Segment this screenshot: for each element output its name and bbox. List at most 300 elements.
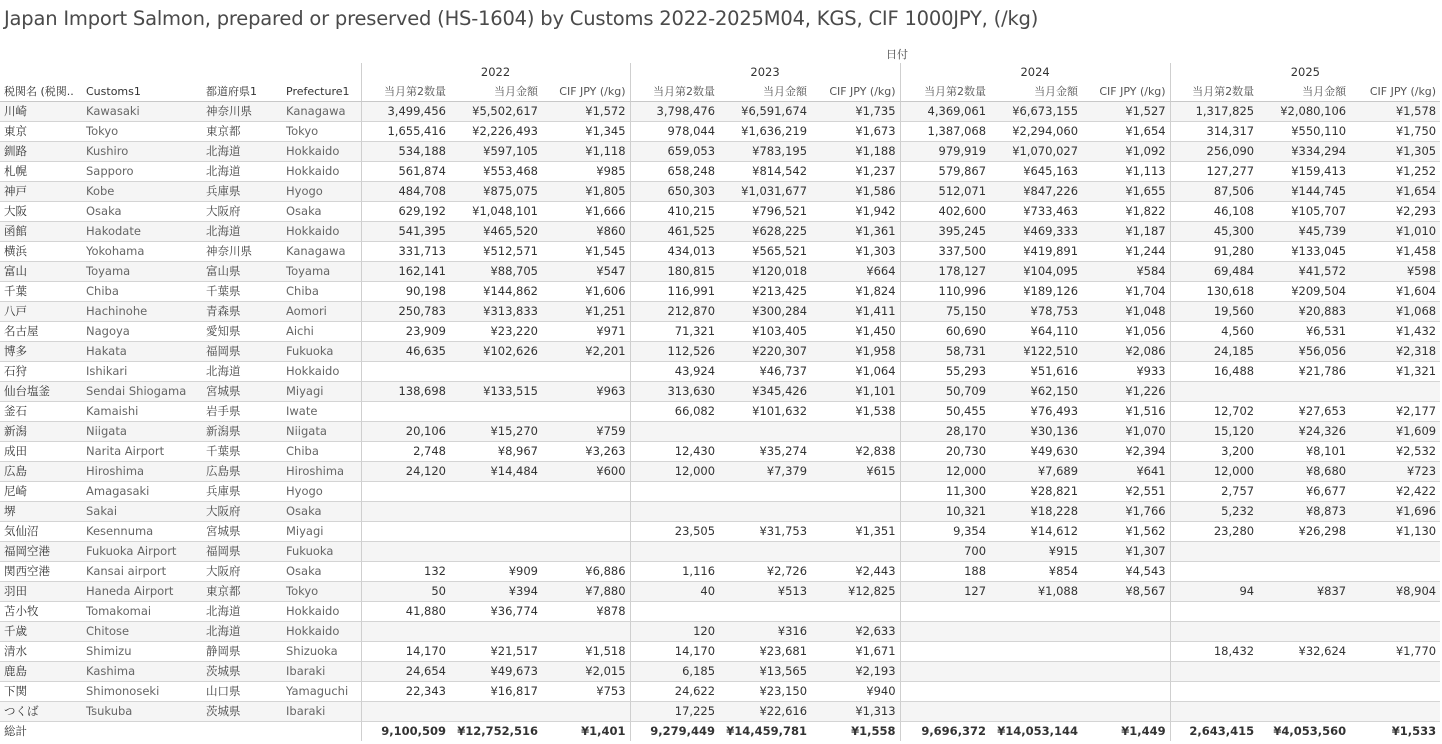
value-cell: 75,150 [900, 302, 990, 322]
customs-jp-cell: 仙台塩釜 [0, 382, 82, 402]
prefecture-jp-cell: 青森県 [202, 302, 282, 322]
customs-en-cell: Kushiro [82, 142, 202, 162]
value-cell: 90,198 [361, 282, 450, 302]
table-row[interactable] [0, 242, 1440, 262]
value-cell: ¥615 [811, 462, 900, 482]
value-cell [1258, 622, 1350, 642]
grand-total-label: 総計 [0, 722, 82, 742]
value-cell: 11,300 [900, 482, 990, 502]
value-cell: ¥847,226 [990, 182, 1082, 202]
value-cell: 116,991 [630, 282, 719, 302]
value-cell: 1,116 [630, 562, 719, 582]
value-cell: 395,245 [900, 222, 990, 242]
prefecture-jp-cell: 北海道 [206, 164, 241, 178]
value-cell: ¥13,565 [719, 662, 811, 682]
table-row[interactable] [0, 422, 1440, 442]
value-cell [900, 602, 990, 622]
prefecture-en-cell: Hokkaido [286, 604, 340, 618]
column-header-row [0, 82, 1440, 102]
value-cell: ¥209,504 [1291, 284, 1347, 298]
value-cell: 23,280 [1170, 522, 1258, 542]
value-cell: 9,354 [900, 522, 990, 542]
value-cell: ¥8,904 [1350, 582, 1440, 602]
value-cell: 50,455 [900, 402, 990, 422]
value-cell: 46,635 [361, 342, 450, 362]
value-cell [1350, 542, 1440, 562]
value-cell: ¥1,654 [1125, 124, 1166, 138]
table-row[interactable] [0, 302, 1440, 322]
value-cell: ¥2,532 [1395, 444, 1437, 458]
value-cell: 5,232 [1170, 502, 1258, 522]
prefecture-jp-cell: 北海道 [202, 142, 282, 162]
measure-header[interactable]: 当月第2数量 [1170, 82, 1258, 102]
value-cell: ¥1,321 [1395, 364, 1437, 378]
customs-en-cell: Kamaishi [86, 404, 139, 418]
prefecture-en-cell: Kanagawa [282, 102, 361, 122]
value-cell [811, 542, 900, 562]
value-cell [361, 622, 450, 642]
value-cell: ¥8,967 [497, 444, 538, 458]
value-cell: ¥759 [542, 422, 630, 442]
customs-en-cell: Nagoya [86, 324, 130, 338]
customs-en-cell: Toyama [82, 262, 202, 282]
value-cell: 20,730 [900, 442, 990, 462]
table-row[interactable] [0, 602, 1440, 622]
value-cell: 94 [1170, 582, 1258, 602]
prefecture-en-cell: Chiba [286, 284, 319, 298]
prefecture-en-cell: Chiba [286, 444, 319, 458]
measure-header[interactable]: 当月第2数量 [630, 82, 719, 102]
value-cell: 28,170 [900, 422, 990, 442]
prefecture-jp-cell: 福岡県 [202, 542, 282, 562]
prefecture-en-cell: Fukuoka [282, 542, 361, 562]
value-cell: ¥2,394 [1125, 444, 1166, 458]
prefecture-jp-cell: 新潟県 [202, 422, 282, 442]
value-cell [811, 502, 900, 522]
value-cell: 314,317 [1170, 122, 1258, 142]
value-cell: ¥35,274 [759, 444, 808, 458]
table-row[interactable] [0, 162, 1440, 182]
empty-cell [282, 722, 361, 742]
value-cell: ¥2,177 [1395, 404, 1437, 418]
prefecture-jp-header[interactable]: 都道府県1 [202, 82, 282, 102]
measure-header[interactable]: 当月第2数量 [900, 82, 990, 102]
value-cell: ¥1,307 [1082, 542, 1170, 562]
value-cell: 313,630 [630, 382, 719, 402]
prefecture-jp-cell: 静岡県 [206, 644, 241, 658]
value-cell [1082, 642, 1170, 662]
value-cell: ¥1,070 [1082, 422, 1170, 442]
prefecture-en-header[interactable]: Prefecture1 [282, 82, 361, 102]
value-cell: ¥1,244 [1125, 244, 1166, 258]
value-cell: ¥1,562 [1125, 524, 1166, 538]
total-value-cell: ¥12,752,516 [450, 722, 542, 742]
customs-en-cell: Kashima [82, 662, 202, 682]
value-cell: 534,188 [361, 142, 450, 162]
table-row[interactable] [0, 322, 1440, 342]
value-cell [811, 422, 900, 442]
value-cell: ¥584 [1082, 262, 1170, 282]
value-cell [450, 702, 542, 722]
value-cell: ¥1,048,101 [472, 204, 538, 218]
value-cell: ¥419,891 [1023, 244, 1079, 258]
measure-header[interactable]: CIF JPY (/kg) [811, 82, 900, 102]
value-cell [719, 602, 811, 622]
value-cell [1258, 382, 1350, 402]
table-row[interactable] [0, 682, 1440, 702]
customs-jp-cell: 苫小牧 [4, 604, 39, 618]
prefecture-en-cell: Iwate [286, 404, 318, 418]
value-cell: ¥783,195 [719, 142, 811, 162]
value-cell: 20,106 [361, 422, 450, 442]
value-cell: 24,654 [361, 662, 450, 682]
table-row[interactable] [0, 102, 1440, 122]
value-cell: 162,141 [361, 262, 450, 282]
value-cell: ¥62,150 [990, 382, 1082, 402]
value-cell: ¥22,616 [719, 702, 811, 722]
value-cell: ¥1,113 [1125, 164, 1166, 178]
value-cell: 331,713 [361, 242, 450, 262]
measure-header[interactable]: 当月金額 [1258, 82, 1350, 102]
prefecture-en-cell: Tokyo [286, 124, 319, 138]
prefecture-jp-cell: 北海道 [206, 364, 241, 378]
table-row[interactable] [0, 662, 1440, 682]
customs-en-cell: Shimonoseki [86, 684, 160, 698]
value-cell [1350, 682, 1440, 702]
value-cell: ¥41,572 [1258, 262, 1350, 282]
value-cell: 87,506 [1170, 182, 1258, 202]
customs-jp-cell: 関西空港 [4, 564, 50, 578]
total-value-cell: 9,696,372 [900, 722, 990, 742]
prefecture-jp-cell: 宮城県 [206, 524, 241, 538]
customs-jp-cell: 羽田 [0, 582, 82, 602]
value-cell: 250,783 [361, 302, 450, 322]
prefecture-jp-cell: 岩手県 [206, 404, 241, 418]
value-cell [542, 502, 630, 522]
table-row[interactable] [0, 142, 1440, 162]
measure-header[interactable]: CIF JPY (/kg) [1082, 82, 1170, 102]
value-cell: ¥105,707 [1291, 204, 1347, 218]
customs-en-cell: Sendai Shiogama [82, 382, 202, 402]
value-cell: ¥1,351 [855, 524, 896, 538]
prefecture-en-cell: Hokkaido [286, 164, 340, 178]
value-cell: 3,798,476 [630, 102, 719, 122]
table-row[interactable] [0, 542, 1440, 562]
value-cell [542, 402, 630, 422]
value-cell: ¥1,671 [855, 644, 896, 658]
table-row[interactable] [0, 382, 1440, 402]
value-cell: 484,708 [361, 182, 450, 202]
year-header[interactable]: 2023 [630, 63, 900, 82]
value-cell: ¥723 [1350, 462, 1440, 482]
measure-header[interactable]: CIF JPY (/kg) [1350, 82, 1440, 102]
value-cell: ¥1,345 [585, 124, 626, 138]
value-cell: 180,815 [630, 262, 719, 282]
value-cell: ¥1,735 [811, 102, 900, 122]
value-cell: 650,303 [630, 182, 719, 202]
value-cell: ¥31,753 [759, 524, 808, 538]
table-row[interactable] [0, 582, 1440, 602]
prefecture-jp-cell: 広島県 [202, 462, 282, 482]
prefecture-jp-cell: 宮城県 [202, 382, 282, 402]
value-cell: ¥1,545 [585, 244, 626, 258]
table-row[interactable] [0, 702, 1440, 722]
value-cell: ¥1,654 [1350, 182, 1440, 202]
value-cell [542, 522, 630, 542]
value-cell: ¥2,086 [1082, 342, 1170, 362]
customs-jp-cell: 東京 [4, 124, 27, 138]
value-cell: ¥1,527 [1082, 102, 1170, 122]
value-cell [542, 482, 630, 502]
table-row[interactable] [0, 362, 1440, 382]
customs-en-cell: Sakai [82, 502, 202, 522]
value-cell [450, 502, 542, 522]
table-row[interactable] [0, 442, 1440, 462]
customs-jp-header[interactable]: 税関名 (税関.. [0, 82, 82, 102]
value-cell [630, 482, 719, 502]
value-cell: ¥334,294 [1258, 142, 1350, 162]
year-header[interactable]: 2025 [1170, 63, 1440, 82]
value-cell: ¥1,118 [542, 142, 630, 162]
value-cell: ¥1,958 [811, 342, 900, 362]
value-cell: 12,000 [1170, 462, 1258, 482]
value-cell: ¥51,616 [1030, 364, 1079, 378]
table-row[interactable] [0, 262, 1440, 282]
value-cell: 41,880 [361, 602, 450, 622]
table-row[interactable] [0, 402, 1440, 422]
value-cell: ¥2,551 [1125, 484, 1166, 498]
value-cell: ¥2,633 [811, 622, 900, 642]
value-cell: ¥553,468 [483, 164, 538, 178]
value-cell: 24,622 [630, 682, 719, 702]
value-cell: ¥5,502,617 [450, 102, 542, 122]
table-row[interactable] [0, 202, 1440, 222]
value-cell: 700 [900, 542, 990, 562]
value-cell: 132 [361, 562, 450, 582]
value-cell [1170, 702, 1258, 722]
table-row[interactable] [0, 342, 1440, 362]
value-cell: 4,560 [1170, 322, 1258, 342]
value-cell: 55,293 [900, 362, 990, 382]
value-cell: ¥64,110 [1030, 324, 1079, 338]
value-cell: ¥1,068 [1350, 302, 1440, 322]
prefecture-en-cell: Shizuoka [286, 644, 338, 658]
value-cell: ¥1,770 [1395, 644, 1437, 658]
value-cell [719, 502, 811, 522]
value-cell [542, 622, 630, 642]
value-cell: ¥1,655 [1082, 182, 1170, 202]
value-cell: ¥753 [596, 684, 626, 698]
customs-en-header[interactable]: Customs1 [82, 82, 202, 102]
value-cell: 1,317,825 [1170, 102, 1258, 122]
value-cell: ¥1,188 [811, 142, 900, 162]
value-cell [1170, 382, 1258, 402]
value-cell: ¥345,426 [719, 382, 811, 402]
total-value-cell: 9,279,449 [630, 722, 719, 742]
prefecture-en-cell: Hokkaido [282, 622, 361, 642]
customs-jp-cell: 石狩 [4, 364, 27, 378]
value-cell [361, 702, 450, 722]
value-cell: ¥1,572 [542, 102, 630, 122]
prefecture-en-cell: Niigata [282, 422, 361, 442]
value-cell: 178,127 [900, 262, 990, 282]
value-cell: 120 [630, 622, 719, 642]
value-cell: ¥1,824 [855, 284, 896, 298]
table-row[interactable] [0, 482, 1440, 502]
customs-jp-cell: 尼崎 [4, 484, 27, 498]
table-row[interactable] [0, 622, 1440, 642]
prefecture-jp-cell: 千葉県 [206, 444, 241, 458]
value-cell [990, 662, 1082, 682]
value-cell [719, 542, 811, 562]
value-cell: ¥14,612 [1030, 524, 1079, 538]
customs-en-cell: Chiba [86, 284, 119, 298]
value-cell: ¥1,458 [1395, 244, 1437, 258]
year-header[interactable]: 2022 [361, 63, 630, 82]
table-row[interactable] [0, 122, 1440, 142]
prefecture-en-cell: Osaka [282, 502, 361, 522]
value-cell [1170, 562, 1258, 582]
customs-en-cell: Kawasaki [82, 102, 202, 122]
value-cell: ¥1,303 [855, 244, 896, 258]
value-cell [719, 482, 811, 502]
value-cell: ¥1,606 [585, 284, 626, 298]
value-cell [450, 522, 542, 542]
value-cell: 110,996 [900, 282, 990, 302]
customs-en-cell: Niigata [82, 422, 202, 442]
measure-header[interactable]: 当月金額 [450, 82, 542, 102]
value-cell: ¥8,567 [1082, 582, 1170, 602]
value-cell: ¥103,405 [752, 324, 808, 338]
measure-header[interactable]: CIF JPY (/kg) [542, 82, 630, 102]
total-value-cell: ¥1,401 [542, 722, 630, 742]
value-cell: 658,248 [630, 162, 719, 182]
value-cell [361, 502, 450, 522]
value-cell [1350, 702, 1440, 722]
customs-jp-cell: 川崎 [0, 102, 82, 122]
prefecture-jp-cell: 山口県 [206, 684, 241, 698]
prefecture-jp-cell: 兵庫県 [202, 182, 282, 202]
year-header-row [0, 63, 1440, 82]
total-value-cell: ¥1,533 [1350, 722, 1440, 742]
prefecture-en-cell: Hyogo [282, 182, 361, 202]
prefecture-en-cell: Kanagawa [286, 244, 346, 258]
prefecture-jp-cell: 茨城県 [202, 662, 282, 682]
customs-jp-cell: 八戸 [0, 302, 82, 322]
value-cell: ¥985 [596, 164, 626, 178]
value-cell: 188 [900, 562, 990, 582]
value-cell [1170, 682, 1258, 702]
value-cell: ¥1,048 [1082, 302, 1170, 322]
prefecture-jp-cell: 兵庫県 [206, 484, 241, 498]
table-row[interactable] [0, 222, 1440, 242]
prefecture-en-cell: Toyama [282, 262, 361, 282]
value-cell [1258, 662, 1350, 682]
value-cell: ¥915 [990, 542, 1082, 562]
table-row[interactable] [0, 642, 1440, 662]
customs-jp-cell: 名古屋 [4, 324, 39, 338]
customs-jp-cell: つくば [0, 702, 82, 722]
value-cell: ¥1,088 [990, 582, 1082, 602]
value-cell: ¥2,422 [1395, 484, 1437, 498]
value-cell: ¥6,677 [1305, 484, 1347, 498]
value-cell: 23,909 [361, 322, 450, 342]
customs-jp-cell: 大阪 [4, 204, 27, 218]
value-cell: 19,560 [1170, 302, 1258, 322]
prefecture-en-cell: Miyagi [286, 524, 324, 538]
value-cell: ¥641 [1082, 462, 1170, 482]
table-row[interactable] [0, 282, 1440, 302]
customs-en-cell: Kansai airport [86, 564, 167, 578]
table-row[interactable] [0, 562, 1440, 582]
customs-jp-cell: 下関 [4, 684, 27, 698]
value-cell: ¥1,604 [1395, 284, 1437, 298]
prefecture-jp-cell: 愛知県 [206, 324, 241, 338]
value-cell: ¥7,379 [719, 462, 811, 482]
customs-jp-cell: 成田 [4, 444, 27, 458]
value-cell: 46,108 [1170, 202, 1258, 222]
customs-en-cell: Osaka [86, 204, 122, 218]
table-row[interactable] [0, 182, 1440, 202]
value-cell: ¥18,228 [990, 502, 1082, 522]
value-cell: 40 [630, 582, 719, 602]
measure-header[interactable]: 当月金額 [719, 82, 811, 102]
value-cell: ¥2,201 [542, 342, 630, 362]
customs-jp-cell: 富山 [0, 262, 82, 282]
measure-header[interactable]: 当月金額 [990, 82, 1082, 102]
value-cell: ¥23,681 [759, 644, 808, 658]
value-cell: ¥36,774 [490, 604, 538, 618]
value-cell [361, 402, 450, 422]
value-cell: 60,690 [900, 322, 990, 342]
value-cell: 23,505 [630, 522, 719, 542]
value-cell: ¥1,237 [855, 164, 896, 178]
year-header[interactable]: 2024 [900, 63, 1170, 82]
value-cell: ¥909 [508, 564, 538, 578]
value-cell: ¥26,298 [1298, 524, 1347, 538]
value-cell: 561,874 [361, 162, 450, 182]
value-cell [450, 622, 542, 642]
table-row[interactable] [0, 502, 1440, 522]
total-value-cell: ¥1,558 [811, 722, 900, 742]
customs-en-cell: Yokohama [86, 244, 145, 258]
value-cell [630, 542, 719, 562]
value-cell: ¥213,425 [752, 284, 808, 298]
value-cell: ¥2,193 [811, 662, 900, 682]
customs-en-cell: Haneda Airport [82, 582, 202, 602]
value-cell: ¥316 [719, 622, 811, 642]
value-cell: ¥1,187 [1082, 222, 1170, 242]
value-cell: 127,277 [1170, 162, 1258, 182]
value-cell [1170, 602, 1258, 622]
customs-en-cell: Kesennuma [86, 524, 154, 538]
value-cell [630, 502, 719, 522]
value-cell: ¥159,413 [1291, 164, 1347, 178]
measure-header[interactable]: 当月第2数量 [361, 82, 450, 102]
value-cell: ¥49,630 [1030, 444, 1079, 458]
table-row[interactable] [0, 462, 1440, 482]
value-cell: ¥547 [542, 262, 630, 282]
value-cell: 12,702 [1170, 402, 1258, 422]
prefecture-en-cell: Yamaguchi [286, 684, 349, 698]
value-cell [1258, 682, 1350, 702]
value-cell: ¥1,750 [1395, 124, 1437, 138]
value-cell: ¥24,326 [1258, 422, 1350, 442]
value-cell [1350, 602, 1440, 622]
value-cell [1258, 542, 1350, 562]
table-row[interactable] [0, 522, 1440, 542]
value-cell: ¥23,150 [759, 684, 808, 698]
